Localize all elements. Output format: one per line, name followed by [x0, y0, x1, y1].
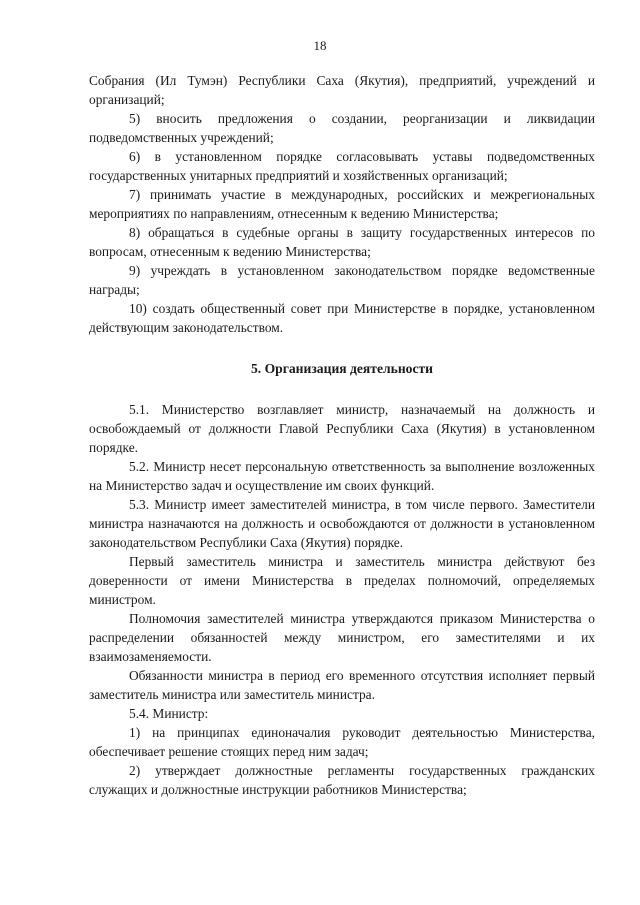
section-paragraph: Первый заместитель министра и заместитель министра действуют без доверенности от имени Министерства в пределах полномочий, определяемых министром. [89, 554, 595, 607]
section-paragraph: 5.2. Министр несет персональную ответственность за выполнение возложенных на Министерство задач и осуществление им своих функций. [89, 459, 595, 493]
section-paragraph: 5.3. Министр имеет заместителей министра, в том числе первого. Заместители министра назначаются на должность и освобождаются от должности в установленном законодательством Республики Саха (Якутия) порядке. [89, 497, 595, 550]
section-paragraph: Обязанности министра в период его временного отсутствия исполняет первый заместитель министра или заместитель министра. [89, 668, 595, 702]
section-heading: 5. Организация деятельности [250, 361, 433, 376]
section-paragraph: 1) на принципах единоначалия руководит деятельностью Министерства, обеспечивает решение стоящих перед ним задач; [89, 725, 595, 759]
section-paragraph: 5.4. Министр: [129, 706, 209, 721]
list-item: 6) в установленном порядке согласовывать уставы подведомственных государственных унитарных предприятий и хозяйственных организаций; [89, 149, 595, 183]
list-item: 10) создать общественный совет при Министерстве в порядке, установленном действующим законодательством. [89, 301, 595, 335]
list-item: 5) вносить предложения о создании, реорганизации и ликвидации подведомственных учреждений; [89, 111, 595, 145]
list-item: 8) обращаться в судебные органы в защиту государственных интересов по вопросам, отнесенным к ведению Министерства; [89, 225, 595, 259]
list-item: 9) учреждать в установленном законодательством порядке ведомственные награды; [89, 263, 595, 297]
section-paragraph: 5.1. Министерство возглавляет министр, назначаемый на должность и освобождаемый от должности Главой Республики Саха (Якутия) в установленном порядке. [89, 402, 595, 455]
section-paragraph: 2) утверждает должностные регламенты государственных гражданских служащих и должностные инструкции работников Министерства; [89, 763, 595, 797]
page-number: 18 [313, 38, 327, 53]
list-continuation-tail: Собрания (Ил Тумэн) Республики Саха (Якутия), предприятий, учреждений и организаций; [89, 73, 595, 107]
section-paragraph: Полномочия заместителей министра утверждаются приказом Министерства о распределении обязанностей между министром, его заместителями и их взаимозаменяемости. [89, 611, 595, 664]
document-body [89, 71, 595, 799]
list-item: 7) принимать участие в международных, российских и межрегиональных мероприятиях по направлениям, отнесенным к ведению Министерства; [89, 187, 595, 221]
